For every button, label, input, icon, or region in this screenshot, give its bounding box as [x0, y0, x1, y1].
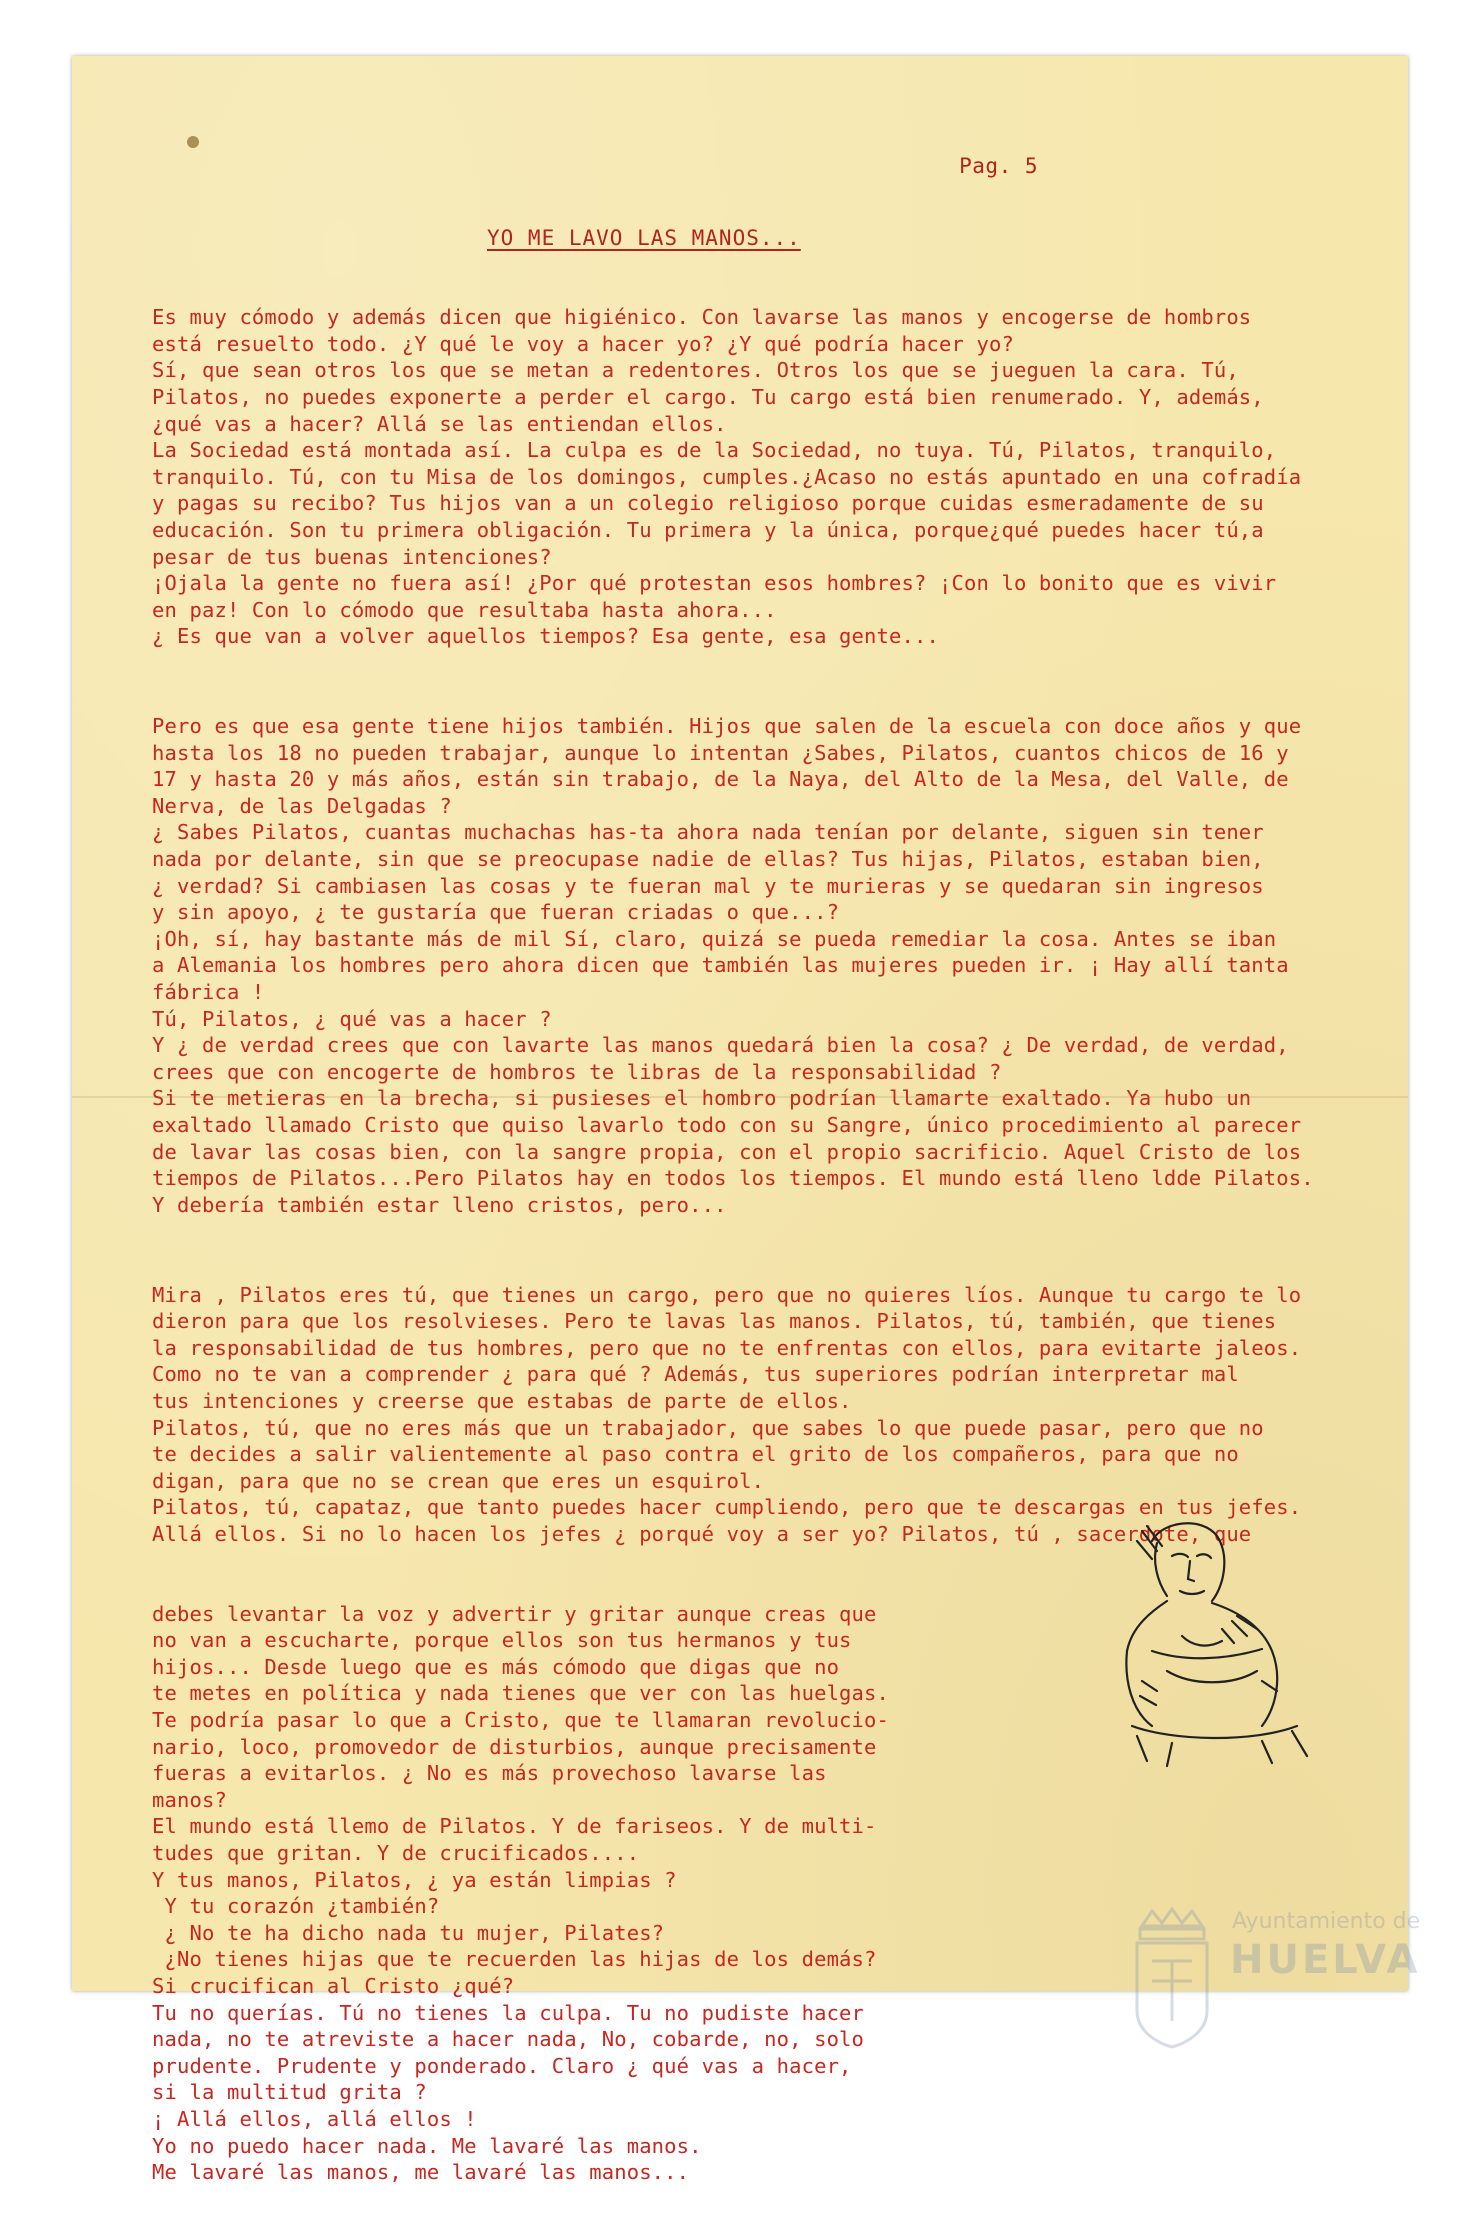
text-line: Si crucifican al Cristo ¿qué?	[152, 1974, 515, 1998]
page-number: Pag. 5	[959, 154, 1038, 178]
document-page	[72, 56, 1421, 2185]
text-line: educación. Son tu primera obligación. Tu primera y la única, porque¿qué puedes hacer tú,a	[152, 517, 1264, 542]
text-line: manos?	[152, 1787, 227, 1812]
text-line: hijos... Desde luego que es más cómodo que digas que no	[152, 1654, 840, 1679]
text-line: Es muy cómodo y además dicen que higiénico. Con lavarse las manos y encogerse de hombros	[152, 305, 1252, 330]
text-line: ¿ Sabes Pilatos, cuantas muchachas has-ta ahora nada tenían por delante, siguen sin tener	[152, 820, 1264, 845]
paragraph-block-3	[152, 1282, 1382, 1548]
text-line: nada por delante, sin que se preocupase nadie de ellas? Tus hijas, Pilatos, estaban bien,	[152, 847, 1264, 872]
text-line: ¡Oh, sí, hay bastante más de mil Sí, claro, quizá se pueda remediar la cosa. Antes se iban	[152, 926, 1277, 951]
text-line: ¿ Es que van a volver aquellos tiempos? Esa gente, esa gente...	[152, 624, 939, 649]
text-line: debes levantar la voz y advertir y gritar aunque creas que	[152, 1601, 877, 1626]
text-line: prudente. Prudente y ponderado. Claro ¿ qué vas a hacer,	[152, 2053, 852, 2078]
document-title: YO ME LAVO LAS MANOS...	[487, 226, 801, 250]
text-line: tranquilo. Tú, con tu Misa de los domingos, cumples.¿Acaso no estás apuntado en una cofradía	[152, 464, 1302, 489]
text-line: Te podría pasar lo que a Cristo, que te llamaran revolucio-	[152, 1708, 890, 1733]
municipal-watermark	[1122, 1901, 1432, 2061]
paper-stain	[187, 136, 199, 148]
text-line: crees que con encogerte de hombros te libras de la responsabilidad ?	[152, 1059, 1002, 1084]
text-line: Me lavaré las manos, me lavaré las manos...	[152, 2160, 690, 2185]
text-line: ¡ Allá ellos, allá ellos !	[152, 2106, 477, 2131]
text-line: dieron para que los resolvieses. Pero te lavas las manos. Pilatos, tú, también, que tienes	[152, 1309, 1277, 1334]
text-line: Y debería también estar lleno cristos, pero...	[152, 1192, 727, 1217]
watermark-line-2: HUELVA	[1230, 1937, 1421, 1983]
text-line: Y ¿ de verdad crees que con lavarte las manos quedará bien la cosa? ¿ De verdad, de verdad,	[152, 1033, 1289, 1058]
text-line: ¿ No te ha dicho nada tu mujer, Pilates?	[152, 1920, 665, 1945]
text-line: Tú, Pilatos, ¿ qué vas a hacer ?	[152, 1006, 552, 1031]
text-line: digan, para que no se crean que eres un esquirol.	[152, 1468, 765, 1493]
text-line: en paz! Con lo cómodo que resultaba hasta ahora...	[152, 597, 777, 622]
watermark-line-1: Ayuntamiento de	[1232, 1909, 1421, 1934]
text-line: Yo no puedo hacer nada. Me lavaré las manos.	[152, 2133, 702, 2158]
text-line: 17 y hasta 20 y más años, están sin trabajo, de la Naya, del Alto de la Mesa, del Valle, de	[152, 767, 1289, 792]
text-line: nario, loco, promovedor de disturbios, aunque precisamente	[152, 1734, 877, 1759]
text-line: Pero es que esa gente tiene hijos también. Hijos que salen de la escuela con doce años y que	[152, 714, 1302, 739]
text-line: nada, no te atreviste a hacer nada, No, cobarde, no, solo	[152, 2027, 865, 2052]
text-line: Y tu corazón ¿también?	[152, 1894, 440, 1919]
text-line: no van a escucharte, porque ellos son tus hermanos y tus	[152, 1628, 852, 1653]
text-line: de lavar las cosas bien, con la sangre propia, con el propio sacrificio. Aquel Cristo de los	[152, 1139, 1302, 1164]
text-line: Tu no querías. Tú no tienes la culpa. Tu no pudiste hacer	[152, 2000, 865, 2025]
text-line: Pilatos, tú, que no eres más que un trabajador, que sabes lo que puede pasar, pero que no	[152, 1415, 1264, 1440]
text-line: La Sociedad está montada así. La culpa es de la Sociedad, no tuya. Tú, Pilatos, tranquilo,	[152, 438, 1277, 463]
text-line: Como no te van a comprender ¿ para qué ? Además, tus superiores podrían interpretar mal	[152, 1362, 1239, 1387]
text-line: Allá ellos. Si no lo hacen los jefes ¿ porqué voy a ser yo? Pilatos, tú , sacerdote, que	[152, 1521, 1252, 1546]
text-line: fueras a evitarlos. ¿ No es más provechoso lavarse las	[152, 1761, 827, 1786]
text-line: ¿ verdad? Si cambiasen las cosas y te fueran mal y te murieras y se quedaran sin ingresos	[152, 873, 1264, 898]
text-line: está resuelto todo. ¿Y qué le voy a hacer yo? ¿Y qué podría hacer yo?	[152, 331, 1014, 356]
text-line: Nerva, de las Delgadas ?	[152, 793, 452, 818]
text-line: Sí, que sean otros los que se metan a redentores. Otros los que se jueguen la cara. Tú,	[152, 358, 1239, 383]
text-line: y sin apoyo, ¿ te gustaría que fueran criadas o que...?	[152, 900, 840, 925]
text-line: exaltado llamado Cristo que quiso lavarlo todo con su Sangre, único procedimiento al parecer	[152, 1113, 1302, 1137]
text-line: Si te metieras en la brecha, si pusieses el hombro podrían llamarte exaltado. Ya hubo un	[152, 1086, 1252, 1111]
text-line: El mundo está llemo de Pilatos. Y de fariseos. Y de multi-	[152, 1814, 877, 1839]
text-line: tudes que gritan. Y de crucificados....	[152, 1841, 640, 1866]
text-line: Y tus manos, Pilatos, ¿ ya están limpias ?	[152, 1867, 677, 1892]
text-line: te metes en política y nada tienes que ver con las huelgas.	[152, 1681, 890, 1706]
text-line: tus intenciones y creerse que estabas de parte de ellos.	[152, 1388, 852, 1413]
text-line: Pilatos, tú, capataz, que tanto puedes hacer cumpliendo, pero que te descargas en tus jefes.	[152, 1495, 1302, 1520]
text-line: ¿No tienes hijas que te recuerden las hijas de los demás?	[152, 1947, 877, 1972]
text-line: te decides a salir valientemente al paso contra el grito de los compañeros, para que no	[152, 1442, 1239, 1467]
text-line: pesar de tus buenas intenciones?	[152, 544, 552, 569]
text-line: ¿qué vas a hacer? Allá se las entiendan ellos.	[152, 411, 727, 436]
huelva-coat-of-arms-icon	[1122, 1901, 1222, 2051]
paragraph-block-2	[152, 713, 1382, 1218]
text-line: Pilatos, no puedes exponerte a perder el cargo. Tu cargo está bien renumerado. Y, además,	[152, 384, 1264, 409]
text-line: a Alemania los hombres pero ahora dicen que también las mujeres pueden ir. ¡ Hay allí tanta	[152, 953, 1289, 978]
text-line: si la multitud grita ?	[152, 2080, 427, 2105]
pilate-sketch-illustration	[1112, 1511, 1322, 1771]
paragraph-block-1	[152, 304, 1382, 650]
text-line: la responsabilidad de tus hombres, pero que no te enfrentas con ellos, para evitarte jaleos.	[152, 1335, 1302, 1360]
text-line: Mira , Pilatos eres tú, que tienes un cargo, pero que no quieres líos. Aunque tu cargo te lo	[152, 1282, 1302, 1307]
text-line: fábrica !	[152, 980, 265, 1005]
text-line: ¡Ojala la gente no fuera así! ¿Por qué protestan esos hombres? ¡Con lo bonito que es vivir	[152, 571, 1277, 596]
text-line: y pagas su recibo? Tus hijos van a un colegio religioso porque cuidas esmeradamente de su	[152, 491, 1264, 516]
text-line: tiempos de Pilatos...Pero Pilatos hay en todos los tiempos. El mundo está lleno ldde Pilatos.	[152, 1166, 1314, 1191]
text-line: hasta los 18 no pueden trabajar, aunque lo intentan ¿Sabes, Pilatos, cuantos chicos de 16 y	[152, 740, 1289, 765]
